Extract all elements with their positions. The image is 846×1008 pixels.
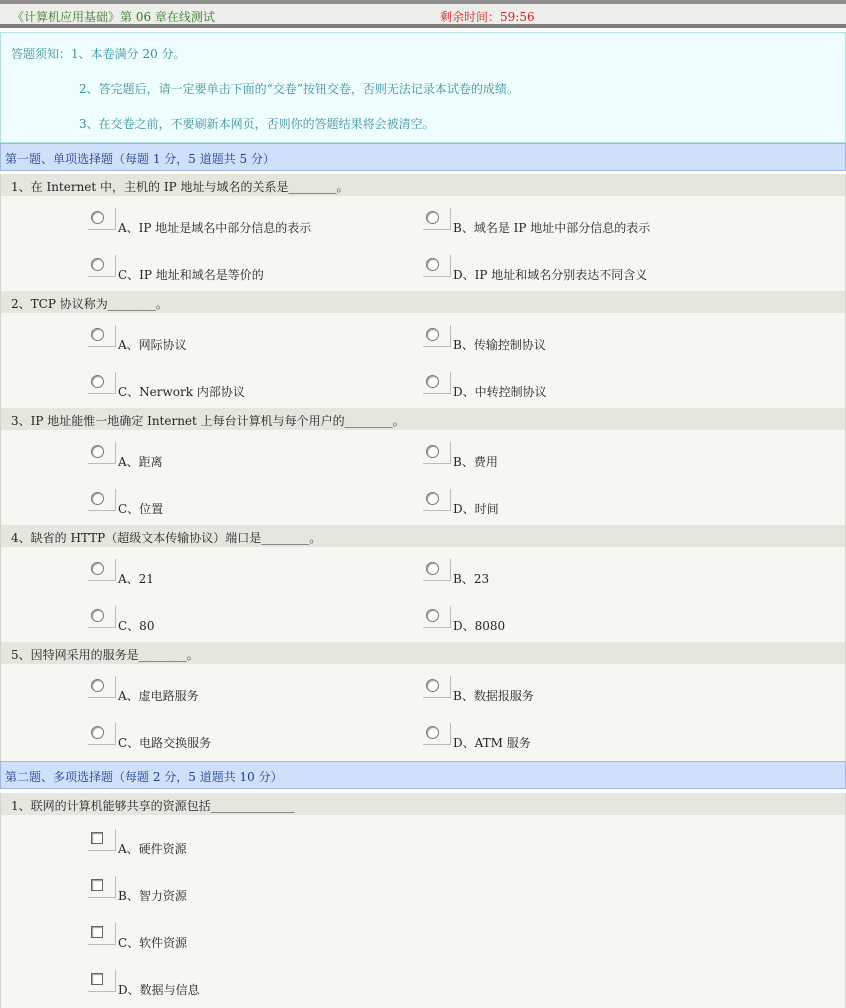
radio-button[interactable] — [426, 679, 439, 692]
section-single-choice-header: 第一题、单项选择题（每题 1 分，5 道题共 5 分） — [0, 143, 846, 171]
exam-header-bar — [0, 4, 846, 28]
checkbox[interactable] — [91, 879, 103, 891]
notice-line-2: 2、答完题后，请一定要单击下面的“交卷”按钮交卷，否则无法记录本试卷的成绩。 — [79, 82, 519, 96]
radio-button[interactable] — [91, 445, 104, 458]
question-1-5-options: A、虚电路服务 B、数据报服务 C、电路交换服务 D、ATM 服务 — [0, 664, 846, 761]
remaining-time: 剩余时间：59:56 — [440, 10, 535, 24]
radio-button[interactable] — [91, 609, 104, 622]
radio-button[interactable] — [91, 562, 104, 575]
radio-button[interactable] — [426, 375, 439, 388]
radio-button[interactable] — [426, 609, 439, 622]
exam-notice-panel — [0, 32, 846, 143]
question-1-1: 1、在 Internet 中，主机的 IP 地址与域名的关系是________。 — [0, 174, 846, 196]
question-1-3-options: A、距离 B、费用 C、位置 D、时间 — [0, 430, 846, 525]
radio-button[interactable] — [91, 726, 104, 739]
exam-title: 《计算机应用基础》第 06 章在线测试 — [12, 10, 215, 24]
question-1-2-options: A、网际协议 B、传输控制协议 C、Nerwork 内部协议 D、中转控制协议 — [0, 313, 846, 408]
question-2-1: 1、联网的计算机能够共享的资源包括______________ — [0, 793, 846, 815]
radio-button[interactable] — [91, 211, 104, 224]
radio-button[interactable] — [426, 211, 439, 224]
radio-button[interactable] — [426, 562, 439, 575]
question-1-3: 3、IP 地址能惟一地确定 Internet 上每台计算机与每个用户的________。 — [0, 408, 846, 430]
question-1-4-options: A、21 B、23 C、80 D、8080 — [0, 547, 846, 642]
question-1-5: 5、因特网采用的服务是________。 — [0, 642, 846, 664]
radio-button[interactable] — [426, 726, 439, 739]
notice-line-3: 3、在交卷之前，不要刷新本网页，否则你的答题结果将会被清空。 — [79, 117, 435, 131]
section-multiple-choice-header: 第二题、多项选择题（每题 2 分，5 道题共 10 分） — [0, 761, 846, 789]
radio-button[interactable] — [426, 258, 439, 271]
radio-button[interactable] — [91, 328, 104, 341]
question-1-2: 2、TCP 协议称为________。 — [0, 291, 846, 313]
checkbox[interactable] — [91, 832, 103, 844]
question-2-1-options: A、硬件资源 B、智力资源 C、软件资源 D、数据与信息 — [0, 815, 846, 1008]
checkbox[interactable] — [91, 973, 103, 985]
question-1-1-options: A、IP 地址是域名中部分信息的表示 B、域名是 IP 地址中部分信息的表示 C、IP 地址和域名是等价的 D、IP 地址和域名分别表达不同含义 — [0, 196, 846, 291]
radio-button[interactable] — [426, 492, 439, 505]
radio-button[interactable] — [91, 258, 104, 271]
radio-button[interactable] — [426, 445, 439, 458]
question-1-4: 4、缺省的 HTTP（超级文本传输协议）端口是________。 — [0, 525, 846, 547]
checkbox[interactable] — [91, 926, 103, 938]
radio-button[interactable] — [426, 328, 439, 341]
notice-line-1: 答题须知：1、本卷满分 20 分。 — [11, 47, 186, 61]
radio-button[interactable] — [91, 492, 104, 505]
radio-button[interactable] — [91, 375, 104, 388]
radio-button[interactable] — [91, 679, 104, 692]
